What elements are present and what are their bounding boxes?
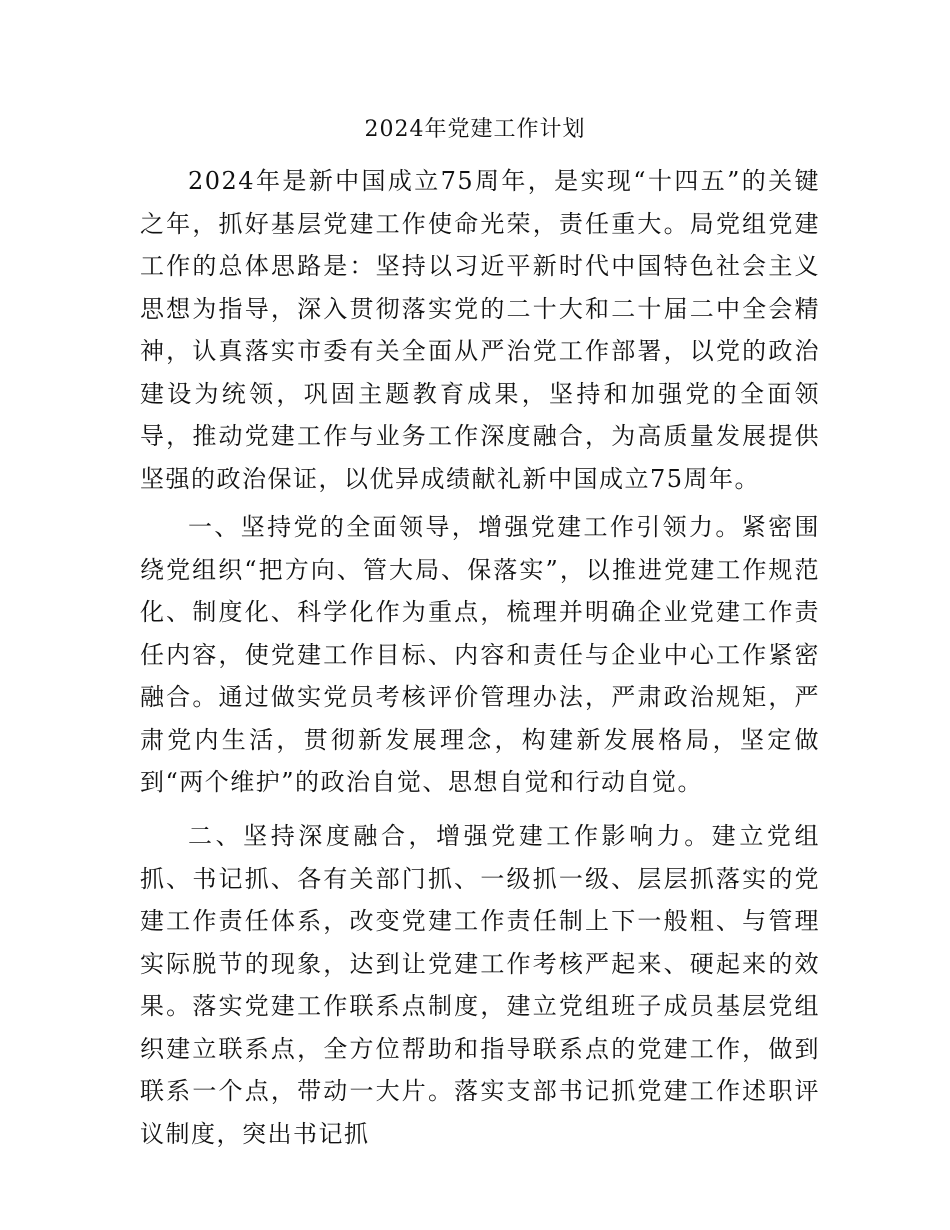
paragraph-section-2: 二、坚持深度融合，增强党建工作影响力。建立党组抓、书记抓、各有关部门抓、一级抓一级、层层抓落实的党建工作责任体系，改变党建工作责任制上下一般粗、与管理实际脱节的现象，达到让党建工作考核严起来、硬起来的效果。落实党建工作联系点制度，建立党组班子成员基层党组织建立联系点，全方位帮助和指导联系点的党建工作，做到联系一个点，带动一大片。落实支部书记抓党建工作述职评议制度，突出书记抓 [140,822,820,1148]
paragraph-intro: 2024年是新中国成立75周年，是实现“十四五”的关键之年，抓好基层党建工作使命光荣，责任重大。局党组党建工作的总体思路是：坚持以习近平新时代中国特色社会主义思想为指导，深入贯彻落实党的二十大和二十届二中全会精神，认真落实市委有关全面从严治党工作部署，以党的政治建设为统领，巩固主题教育成果，坚持和加强党的全面领导，推动党建工作与业务工作深度融合，为高质量发展提供坚强的政治保证，以优异成绩献礼新中国成立75周年。 [140,167,820,493]
paragraph-section-1: 一、坚持党的全面领导，增强党建工作引领力。紧密围绕党组织“把方向、管大局、保落实”，以推进党建工作规范化、制度化、科学化作为重点，梳理并明确企业党建工作责任内容，使党建工作目标、内容和责任与企业中心工作紧密融合。通过做实党员考核评价管理办法，严肃政治规矩，严肃党内生活，贯彻新发展理念，构建新发展格局，坚定做到“两个维护”的政治自觉、思想自觉和行动自觉。 [140,513,820,796]
document-title: 2024年党建工作计划 [364,117,586,142]
